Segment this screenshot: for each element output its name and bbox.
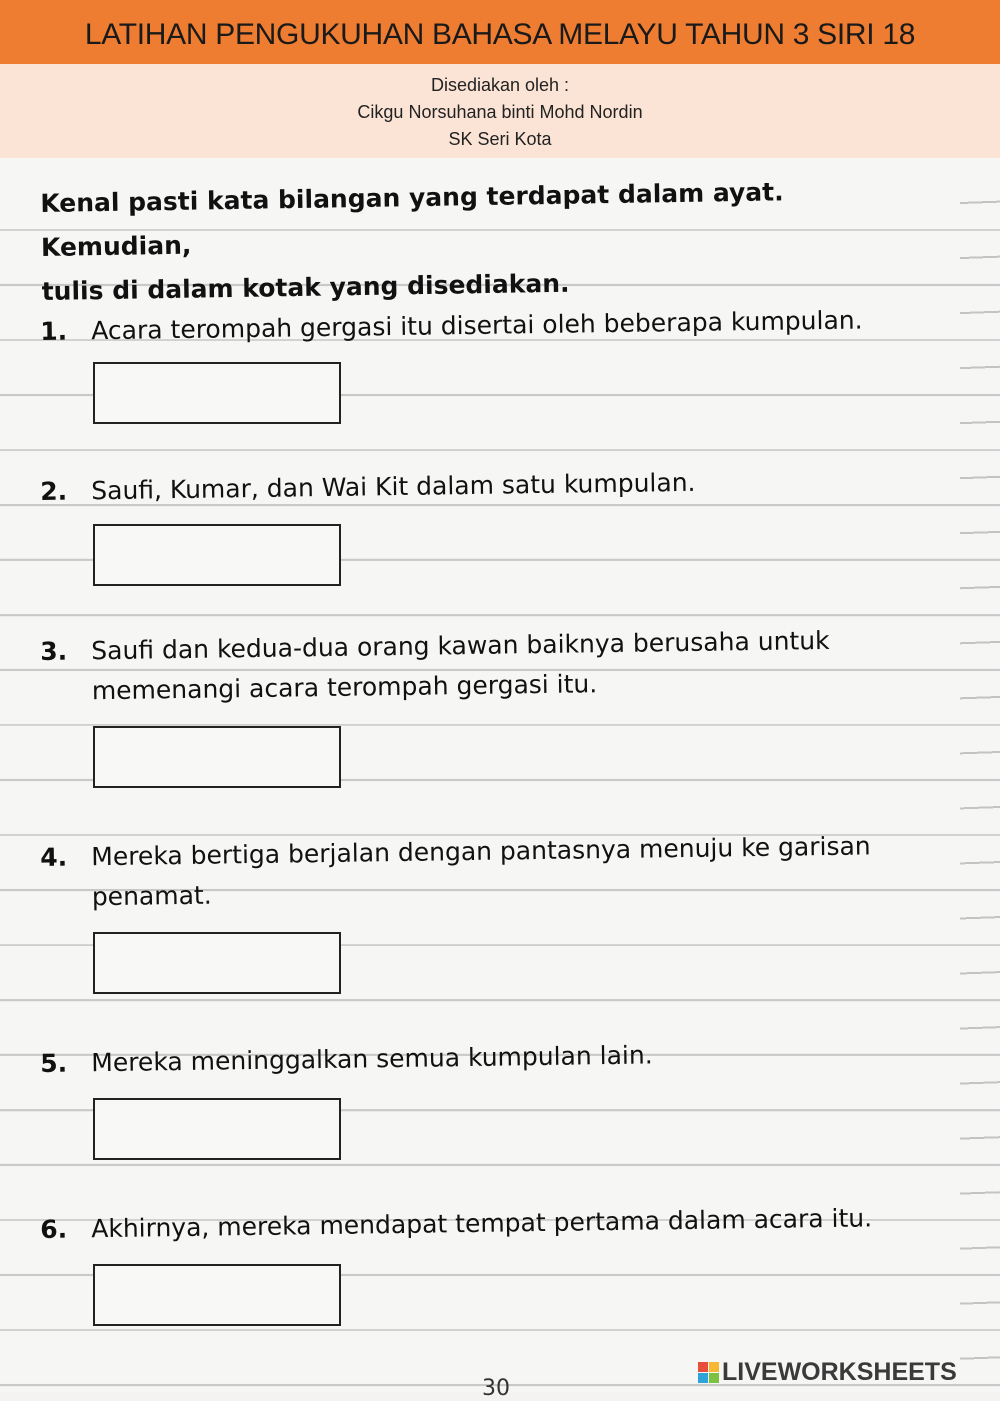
question-number: 1. [40, 316, 68, 346]
prepared-by-label: Disediakan oleh : [430, 75, 570, 95]
answer-box-1[interactable] [93, 362, 341, 424]
question-number: 6. [40, 1214, 68, 1244]
answer-box-5[interactable] [93, 1098, 341, 1160]
answer-box-4[interactable] [93, 932, 341, 994]
page-number: 30 [482, 1376, 510, 1401]
liveworksheets-logo-icon [698, 1362, 719, 1383]
question-number: 2. [40, 476, 68, 506]
teacher-name: Cikgu Norsuhana binti Mohd Nordin [357, 102, 643, 122]
notebook-binding [960, 158, 1000, 1392]
instruction-line-1: Kenal pasti kata bilangan yang terdapat dalam ayat. Kemudian, [40, 177, 784, 262]
question-number: 4. [40, 842, 68, 872]
answer-box-2[interactable] [93, 524, 341, 586]
question-number: 5. [40, 1048, 68, 1078]
question-text-line-2: penamat. [91, 880, 212, 912]
worksheet-title: LATIHAN PENGUKUHAN BAHASA MELAYU TAHUN 3 SIRI 18 [84, 18, 916, 51]
logo-text: LIVEWORKSHEETS [722, 1357, 957, 1386]
question-text-line-1: Mereka bertiga berjalan dengan pantasnya menuju ke garisan [91, 831, 871, 872]
question-text: Mereka meninggalkan semua kumpulan lain. [91, 1040, 653, 1078]
school-name: SK Seri Kota [448, 129, 552, 149]
question-number: 3. [40, 636, 68, 666]
credits-panel [0, 64, 1000, 158]
worksheet-title-banner [0, 0, 1000, 64]
instruction [40, 168, 942, 314]
instruction-line-2: tulis di dalam kotak yang disediakan. [41, 268, 570, 306]
question-text: Saufi, Kumar, dan Wai Kit dalam satu kumpulan. [91, 467, 696, 506]
question-text-line-1: Saufi dan kedua-dua orang kawan baiknya berusaha untuk [91, 625, 830, 666]
liveworksheets-logo [698, 1357, 957, 1387]
answer-box-3[interactable] [93, 726, 341, 788]
answer-box-6[interactable] [93, 1264, 341, 1326]
question-text: Akhirnya, mereka mendapat tempat pertama dalam acara itu. [91, 1203, 873, 1244]
question-text-line-2: memenangi acara terompah gergasi itu. [91, 669, 598, 706]
question-text: Acara terompah gergasi itu disertai oleh beberapa kumpulan. [91, 305, 863, 346]
